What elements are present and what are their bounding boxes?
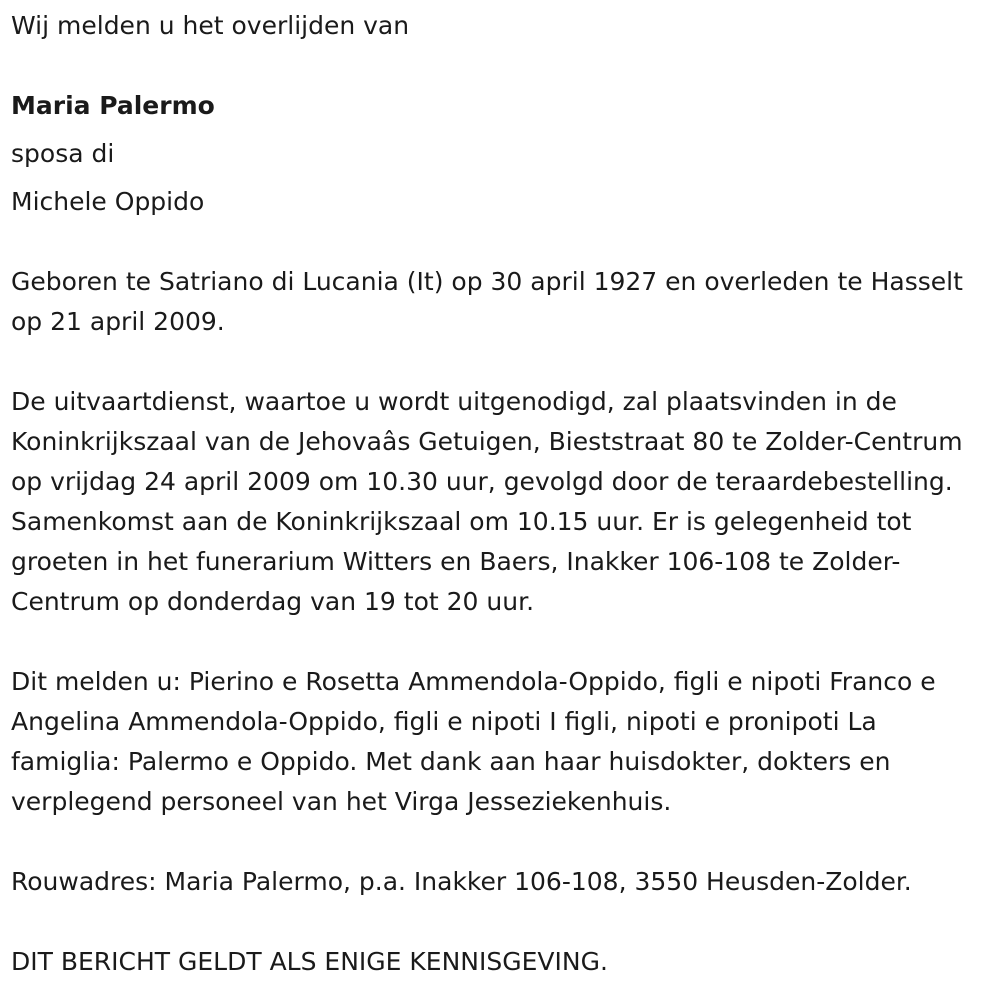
spouse-name: Michele Oppido bbox=[11, 187, 205, 216]
address-paragraph: Rouwadres: Maria Palermo, p.a. Inakker 106-108, 3550 Heusden-Zolder. bbox=[11, 867, 912, 896]
funeral-paragraph: De uitvaartdienst, waartoe u wordt uitgenodigd, zal plaatsvinden in de Koninkrijkszaal van de Jehovaâs Getuigen, Bieststraat 80 te Zolder-Centrum op vrijdag 24 april 2009 om 10.30 uur, gevolgd door de teraardebestelling. Samenkomst aan de Koninkrijkszaal om 10.15 uur. Er is gelegenheid tot groeten in het funerarium Witters en Baers, Inakker 106-108 te Zolder-Centrum op donderdag van 19 tot 20 uur. bbox=[11, 387, 963, 616]
birth-death-paragraph: Geboren te Satriano di Lucania (It) op 30 april 1927 en overleden te Hasselt op 21 april 2009. bbox=[11, 267, 963, 336]
deceased-name: Maria Palermo bbox=[11, 91, 215, 120]
intro-text: Wij melden u het overlijden van bbox=[11, 11, 410, 40]
death-notice bbox=[11, 0, 986, 982]
family-paragraph: Dit melden u: Pierino e Rosetta Ammendola-Oppido, figli e nipoti Franco e Angelina Ammendola-Oppido, figli e nipoti I figli, nipoti e pronipoti La famiglia: Palermo e Oppido. Met dank aan haar huisdokter, dokters en verplegend personeel van het Virga Jesseziekenhuis. bbox=[11, 667, 936, 816]
closing-statement: DIT BERICHT GELDT ALS ENIGE KENNISGEVING. bbox=[11, 947, 608, 976]
relation-text: sposa di bbox=[11, 139, 115, 168]
